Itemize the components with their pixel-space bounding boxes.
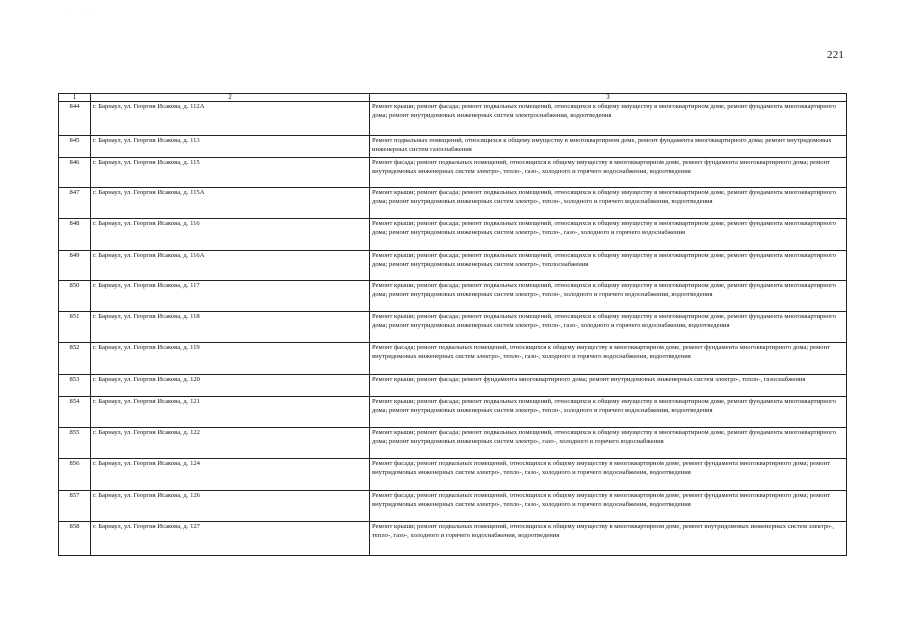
row-number: 858 [59, 522, 91, 556]
row-works: Ремонт крыши; ремонт фасада; ремонт подвальных помещений, относящихся к общему имуществу в многоквартирном доме, ремонт фундамента многоквартирного дома; ремонт внутридомовых инженерных систем электро-, теплоснабжения [370, 251, 847, 281]
row-works: Ремонт фасада; ремонт подвальных помещений, относящихся к общему имуществу в многоквартирном доме, ремонт фундамента многоквартирного дома; ремонт внутридомовых инженерных систем электро-, тепло-, газо-, холодного и горячего водоснабжения, водоотведения [370, 491, 847, 522]
header-col-3: 3 [370, 94, 847, 102]
row-address: г. Барнаул, ул. Георгия Исакова, д. 118 [91, 312, 370, 343]
table-header [59, 94, 847, 102]
row-works: Ремонт крыши; ремонт фасада; ремонт подвальных помещений, относящихся к общему имуществу в многоквартирном доме, ремонт фундамента многоквартирного дома; ремонт внутридомовых инженерных систем электро-, тепло-, холодного и горячего водоснабжения, водоотведения [370, 281, 847, 312]
table-body [59, 102, 847, 556]
row-works: Ремонт крыши; ремонт фасада; ремонт фундамента многоквартирного дома; ремонт внутридомовых инженерных систем электро-, тепло-, газоснабжения [370, 375, 847, 397]
row-address: г. Барнаул, ул. Георгия Исакова, д. 113 [91, 136, 370, 158]
row-number: 850 [59, 281, 91, 312]
row-works: Ремонт подвальных помещений, относящихся к общему имуществу в многоквартирном доме, ремонт фундамента многоквартирного дома; ремонт внутридомовых инженерных систем газоснабжения [370, 136, 847, 158]
row-number: 852 [59, 343, 91, 375]
row-works: Ремонт крыши; ремонт фасада; ремонт подвальных помещений, относящихся к общему имуществу в многоквартирном доме, ремонт фундамента многоквартирного дома; ремонт внутридомовых инженерных систем электро-, газо-, холодного и горячего водоснабжения [370, 428, 847, 459]
table-row [59, 491, 847, 522]
row-address: г. Барнаул, ул. Георгия Исакова, д. 126 [91, 491, 370, 522]
table-row [59, 375, 847, 397]
scan-smudge: · · · [70, 8, 94, 14]
row-number: 848 [59, 219, 91, 251]
row-works: Ремонт фасада; ремонт подвальных помещений, относящихся к общему имуществу в многоквартирном доме, ремонт фундамента многоквартирного дома; ремонт внутридомовых инженерных систем электро-, тепло-, газо-, холодного и горячего водоснабжения, водоотведения [370, 343, 847, 375]
row-works: Ремонт крыши; ремонт фасада; ремонт подвальных помещений, относящихся к общему имуществу в многоквартирном доме, ремонт фундамента многоквартирного дома; ремонт внутридомовых инженерных систем электро-, тепло-, холодного и горячего водоснабжения, водоотведения [370, 397, 847, 428]
table-row [59, 428, 847, 459]
table-row [59, 522, 847, 556]
row-number: 849 [59, 251, 91, 281]
table-row [59, 136, 847, 158]
table-row [59, 312, 847, 343]
row-number: 856 [59, 459, 91, 491]
row-works: Ремонт крыши; ремонт фасада; ремонт подвальных помещений, относящихся к общему имуществу в многоквартирном доме, ремонт фундамента многоквартирного дома; ремонт внутридомовых инженерных систем электро-, тепло-, газо-, холодного и горячего водоснабжения, водоотведения [370, 312, 847, 343]
row-number: 857 [59, 491, 91, 522]
row-address: г. Барнаул, ул. Георгия Исакова, д. 115 [91, 158, 370, 188]
table-row [59, 397, 847, 428]
row-address: г. Барнаул, ул. Георгия Исакова, д. 120 [91, 375, 370, 397]
row-address: г. Барнаул, ул. Георгия Исакова, д. 122 [91, 428, 370, 459]
row-works: Ремонт крыши; ремонт фасада; ремонт подвальных помещений, относящихся к общему имуществу в многоквартирном доме, ремонт фундамента многоквартирного дома; ремонт внутридомовых инженерных систем электро-, тепло-, газо-, холодного и горячего водоснабжения [370, 219, 847, 251]
row-number: 846 [59, 158, 91, 188]
table-row [59, 459, 847, 491]
row-address: г. Барнаул, ул. Георгия Исакова, д. 124 [91, 459, 370, 491]
header-col-1: 1 [59, 94, 91, 102]
row-address: г. Барнаул, ул. Георгия Исакова, д. 127 [91, 522, 370, 556]
repair-table [58, 93, 847, 556]
row-number: 845 [59, 136, 91, 158]
row-number: 847 [59, 188, 91, 219]
table-row [59, 281, 847, 312]
row-address: г. Барнаул, ул. Георгия Исакова, д. 116А [91, 251, 370, 281]
row-works: Ремонт фасада; ремонт подвальных помещений, относящихся к общему имуществу в многоквартирном доме, ремонт фундамента многоквартирного дома; ремонт внутридомовых инженерных систем электро-, тепло-, газо-, холодного и горячего водоснабжения, водоотведения [370, 459, 847, 491]
header-col-2: 2 [91, 94, 370, 102]
row-works: Ремонт фасада; ремонт подвальных помещений, относящихся к общему имуществу в многоквартирном доме, ремонт фундамента многоквартирного дома; ремонт внутридомовых инженерных систем электро-, тепло-, газо-, холодного и горячего водоснабжения, водоотведения [370, 158, 847, 188]
row-works: Ремонт крыши; ремонт подвальных помещений, относящихся к общему имуществу в многоквартирном доме, ремонт внутридомовых инженерных систем электро-, тепло-, газо-, холодного и горячего водоснабжения, водоотведения [370, 522, 847, 556]
row-works: Ремонт крыши; ремонт фасада; ремонт подвальных помещений, относящихся к общему имуществу в многоквартирном доме, ремонт фундамента многоквартирного дома; ремонт внутридомовых инженерных систем электро-, тепло-, холодного и горячего водоснабжения, водоотведения [370, 188, 847, 219]
row-number: 854 [59, 397, 91, 428]
row-address: г. Барнаул, ул. Георгия Исакова, д. 117 [91, 281, 370, 312]
row-address: г. Барнаул, ул. Георгия Исакова, д. 121 [91, 397, 370, 428]
table-row [59, 251, 847, 281]
table-row [59, 219, 847, 251]
row-address: г. Барнаул, ул. Георгия Исакова, д. 116 [91, 219, 370, 251]
row-works: Ремонт крыши; ремонт фасада; ремонт подвальных помещений, относящихся к общему имуществу в многоквартирном доме, ремонт фундамента многоквартирного дома; ремонт внутридомовых инженерных систем электроснабжения, водоотведения [370, 102, 847, 136]
row-number: 844 [59, 102, 91, 136]
row-number: 855 [59, 428, 91, 459]
row-address: г. Барнаул, ул. Георгия Исакова, д. 115А [91, 188, 370, 219]
table-row [59, 158, 847, 188]
table-row [59, 188, 847, 219]
row-number: 853 [59, 375, 91, 397]
row-number: 851 [59, 312, 91, 343]
table-row [59, 343, 847, 375]
row-address: г. Барнаул, ул. Георгия Исакова, д. 112А [91, 102, 370, 136]
header-row [59, 94, 847, 102]
page-number: 221 [827, 49, 845, 61]
table-row [59, 102, 847, 136]
row-address: г. Барнаул, ул. Георгия Исакова, д. 119 [91, 343, 370, 375]
